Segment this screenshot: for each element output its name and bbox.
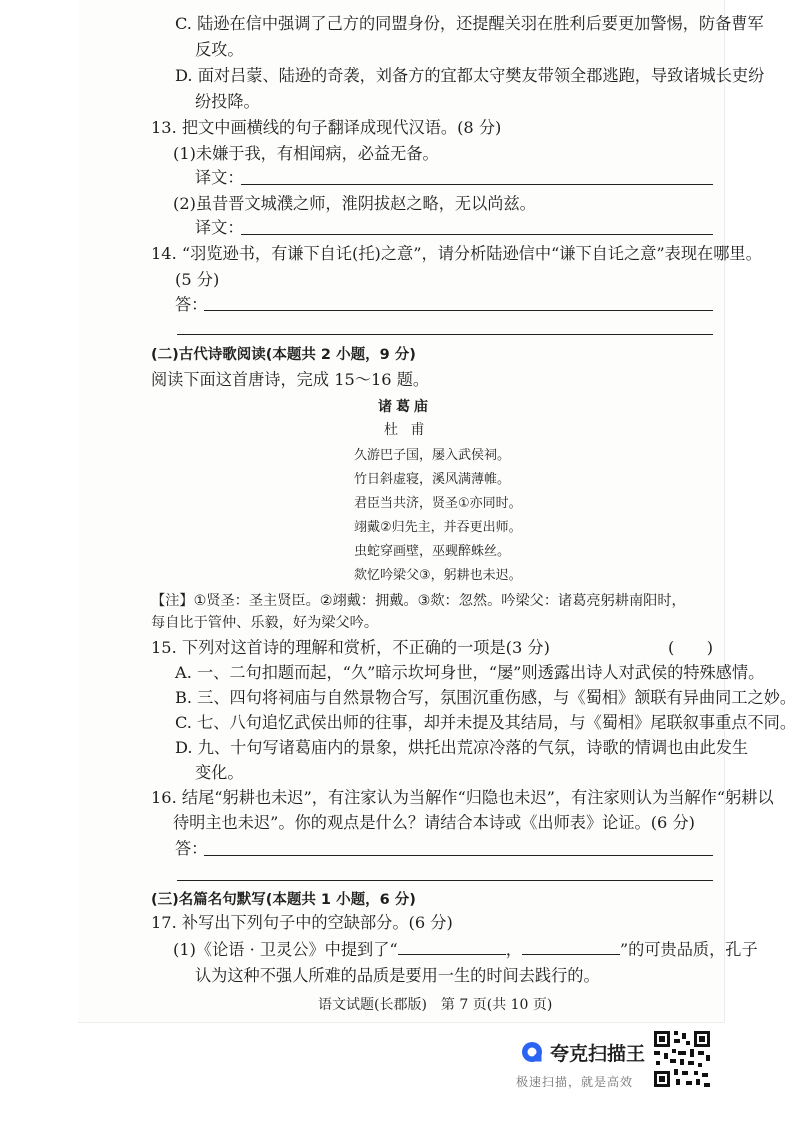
poem-note-line1: 【注】①贤圣：圣主贤臣。②翊戴：拥戴。③欻：忽然。吟梁父：诸葛亮躬耕南阳时， — [151, 593, 686, 609]
poem-author: 杜 甫 — [384, 422, 429, 438]
q15-option-b: B. 三、四句将祠庙与自然景物合写，氛围沉重伤感，与《蜀相》颔联有异曲同工之妙。 — [175, 688, 797, 707]
quark-logo-icon — [521, 1041, 543, 1063]
q14-stem-line2: (5 分) — [175, 270, 220, 289]
poem-line: 欻忆吟梁父③，躬耕也未迟。 — [354, 568, 522, 583]
q16-answer-line-1[interactable] — [204, 855, 713, 856]
q15-option-c: C. 七、八句追忆武侯出师的往事，却并未提及其结局，与《蜀相》尾联叙事重点不同。 — [175, 713, 797, 732]
section-3-header: (三)名篇名句默写(本题共 1 小题，6 分) — [151, 892, 416, 908]
poem-line: 久游巴子国，屡入武侯祠。 — [354, 448, 511, 463]
q16-stem-line1: 16. 结尾“躬耕也未迟”，有注家认为当解作“归隐也未迟”，有注家则认为当解作“躬耕以 — [151, 788, 774, 807]
q12-option-d-line2: 纷投降。 — [195, 92, 260, 111]
watermark-slogan: 极速扫描，就是高效 — [516, 1075, 634, 1089]
q13-sentence-1: (1)未嫌于我，有相闻病，必益无备。 — [173, 144, 439, 163]
section-2-intro: 阅读下面这首唐诗，完成 15～16 题。 — [151, 370, 430, 389]
q17-item-1-prefix: (1)《论语 · 卫灵公》中提到了“ — [173, 940, 398, 959]
poem-title: 诸葛庙 — [378, 399, 432, 415]
watermark-app-name: 夸克扫描王 — [550, 1043, 646, 1065]
qr-code-icon — [652, 1029, 712, 1089]
q16-answer-label: 答： — [175, 839, 208, 858]
q15-option-a: A. 一、二句扣题而起，“久”暗示坎坷身世，“屡”则透露出诗人对武侯的特殊感情。 — [175, 663, 765, 682]
q17-blank-1[interactable] — [398, 940, 506, 955]
q17-blank-2[interactable] — [522, 940, 620, 955]
exam-page — [78, 0, 797, 1023]
q17-item-1-suffix: ”的可贵品质，孔子 — [619, 940, 758, 959]
poem-line: 竹日斜虚寝，溪风满薄帷。 — [354, 472, 511, 487]
page-footer: 语文试题(长郡版) 第 7 页(共 10 页) — [318, 997, 553, 1013]
q15-stem: 15. 下列对这首诗的理解和赏析，不正确的一项是(3 分) — [151, 638, 550, 657]
q12-option-c-line2: 反攻。 — [195, 40, 244, 59]
q15-option-d-line2: 变化。 — [195, 763, 244, 782]
q16-answer-line-2[interactable] — [177, 880, 713, 881]
q13-answer-line-2[interactable] — [241, 234, 713, 235]
q17-item-1-line1 — [173, 940, 758, 960]
q13-sentence-2: (2)虽昔晋文城濮之师，淮阴拔赵之略，无以尚兹。 — [173, 194, 536, 213]
q12-option-d-line1: D. 面对吕蒙、陆逊的奇袭，刘备方的宜都太守樊友带领全郡逃跑，导致诸城长吏纷 — [175, 66, 765, 85]
poem-line: 虫蛇穿画壁，巫觋醉蛛丝。 — [354, 544, 511, 559]
q16-stem-line2: 待明主也未迟”。你的观点是什么？请结合本诗或《出师表》论证。(6 分) — [173, 813, 695, 832]
q15-option-d-line1: D. 九、十句写诸葛庙内的景象，烘托出荒凉冷落的气氛，诗歌的情调也由此发生 — [175, 738, 749, 757]
q15-answer-bracket[interactable]: ( ) — [668, 638, 714, 657]
q12-option-c-line1: C. 陆逊在信中强调了己方的同盟身份，还提醒关羽在胜利后要更加警惕，防备曹军 — [175, 14, 764, 33]
q17-stem: 17. 补写出下列句子中的空缺部分。(6 分) — [151, 913, 453, 932]
q17-item-1-line2: 认为这种不强人所难的品质是要用一生的时间去践行的。 — [195, 966, 600, 985]
q13-translation-label-2: 译文： — [195, 218, 244, 237]
q14-stem-line1: 14. “羽览逊书，有谦下自讬(托)之意”，请分析陆逊信中“谦下自讬之意”表现在哪里。 — [151, 244, 762, 263]
q14-answer-label: 答： — [175, 295, 208, 314]
poem-line: 翊戴②归先主，并吞更出师。 — [354, 520, 522, 535]
poem-note-line2: 每自比于管仲、乐毅，好为梁父吟。 — [151, 615, 379, 631]
q14-answer-line-2[interactable] — [177, 334, 713, 335]
q14-answer-line-1[interactable] — [204, 310, 713, 311]
q17-item-1-comma: ， — [505, 940, 522, 959]
section-2-header: (二)古代诗歌阅读(本题共 2 小题，9 分) — [151, 347, 416, 363]
q13-stem: 13. 把文中画横线的句子翻译成现代汉语。(8 分) — [151, 118, 502, 137]
q13-translation-label-1: 译文： — [195, 168, 244, 187]
poem-line: 君臣当共济，贤圣①亦同时。 — [354, 496, 522, 511]
q13-answer-line-1[interactable] — [241, 184, 713, 185]
